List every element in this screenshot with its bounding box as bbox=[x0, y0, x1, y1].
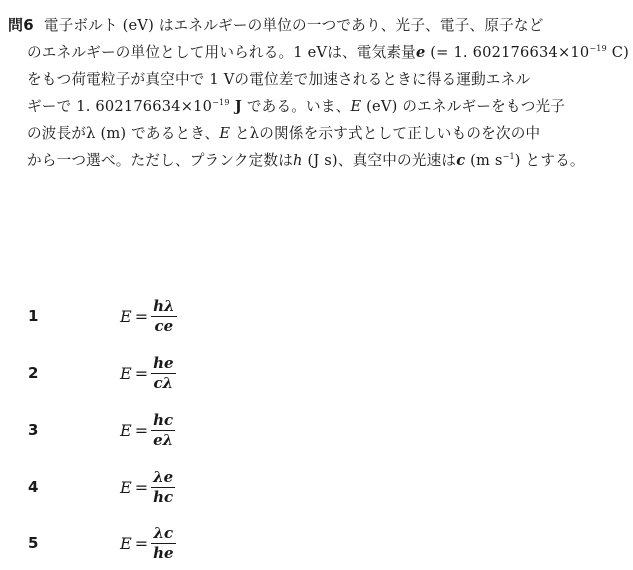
light-speed-symbol: c bbox=[456, 152, 466, 169]
question-text-line-4-tail2: (eV) のエネルギーをもつ光子 bbox=[361, 98, 566, 115]
formula-lhs: E bbox=[120, 477, 132, 497]
fraction-numerator: λe bbox=[153, 467, 174, 486]
formula-fraction bbox=[151, 524, 175, 563]
choice-number: 1 bbox=[28, 307, 39, 325]
question-text-line-6-tail: ) とする。 bbox=[514, 152, 585, 169]
formula-fraction bbox=[151, 297, 176, 336]
choice-formula bbox=[120, 408, 175, 452]
fraction-denominator: eλ bbox=[153, 430, 174, 449]
formula-equals: = bbox=[134, 363, 149, 383]
question-text-line-1: 電子ボルト (eV) はエネルギーの単位の一つであり、光子、電子、原子など bbox=[43, 17, 544, 34]
choice-number: 2 bbox=[28, 364, 39, 382]
fraction-numerator: hλ bbox=[153, 296, 175, 315]
choice-number: 4 bbox=[28, 478, 39, 496]
fraction-denominator: ce bbox=[154, 316, 174, 335]
formula-lhs: E bbox=[120, 363, 132, 383]
choice-number: 5 bbox=[28, 534, 39, 552]
elementary-charge-unit: C) bbox=[606, 44, 629, 61]
question-number: 問6 bbox=[8, 16, 34, 34]
question-text-line-4: ギーで 1. 602176634×10 bbox=[27, 98, 213, 115]
formula-fraction bbox=[151, 411, 175, 450]
formula-equals: = bbox=[134, 306, 149, 326]
question-text-line-5: の波長がλ (m) であるとき、 bbox=[27, 125, 220, 142]
choice-number: 3 bbox=[28, 421, 39, 439]
fraction-denominator: he bbox=[153, 543, 174, 562]
choice-formula bbox=[120, 521, 176, 565]
elementary-charge-exponent: −19 bbox=[589, 44, 607, 53]
planck-symbol: h bbox=[293, 152, 303, 169]
energy-symbol-2: E bbox=[219, 125, 231, 142]
fraction-numerator: hc bbox=[153, 410, 174, 429]
choice-formula bbox=[120, 351, 176, 395]
choice-3[interactable] bbox=[28, 408, 328, 452]
formula-equals: = bbox=[134, 533, 149, 553]
formula-fraction bbox=[151, 354, 175, 393]
energy-symbol: E bbox=[350, 98, 362, 115]
elementary-charge-value: (= 1. 602176634×10 bbox=[425, 44, 590, 61]
formula-equals: = bbox=[134, 420, 149, 440]
choice-4[interactable] bbox=[28, 465, 328, 509]
question-text-line-6: から一つ選べ。ただし、プランク定数は bbox=[27, 152, 293, 169]
choice-5[interactable] bbox=[28, 521, 328, 565]
question-text-line-2: のエネルギーの単位として用いられる。1 eVは、電気素量 bbox=[27, 44, 416, 61]
fraction-numerator: λc bbox=[153, 523, 174, 542]
joule-unit: J bbox=[229, 98, 243, 115]
question-text-line-4-tail: である。いま、 bbox=[242, 98, 351, 115]
joule-exponent: −19 bbox=[212, 98, 230, 107]
choice-formula bbox=[120, 294, 177, 338]
light-speed-exponent: −1 bbox=[502, 152, 515, 161]
fraction-numerator: he bbox=[153, 353, 174, 372]
question-text-line-3: をもつ荷電粒子が真空中で 1 Vの電位差で加速されるときに得る運動エネル bbox=[27, 71, 531, 88]
formula-fraction bbox=[151, 468, 175, 507]
choice-formula bbox=[120, 465, 175, 509]
formula-lhs: E bbox=[120, 420, 132, 440]
choice-2[interactable] bbox=[28, 351, 328, 395]
formula-lhs: E bbox=[120, 533, 132, 553]
formula-lhs: E bbox=[120, 306, 132, 326]
formula-equals: = bbox=[134, 477, 149, 497]
question-text-line-6-mid: 、真空中の光速は bbox=[337, 152, 457, 169]
elementary-charge-symbol: e bbox=[415, 44, 426, 61]
planck-unit: (J s) bbox=[302, 152, 338, 169]
fraction-denominator: cλ bbox=[153, 373, 174, 392]
light-speed-unit: (m s bbox=[465, 152, 503, 169]
question-text-line-5-mid: とλの関係を示す式として正しいものを次の中 bbox=[230, 125, 541, 142]
choice-1[interactable] bbox=[28, 294, 328, 338]
fraction-denominator: hc bbox=[153, 487, 174, 506]
